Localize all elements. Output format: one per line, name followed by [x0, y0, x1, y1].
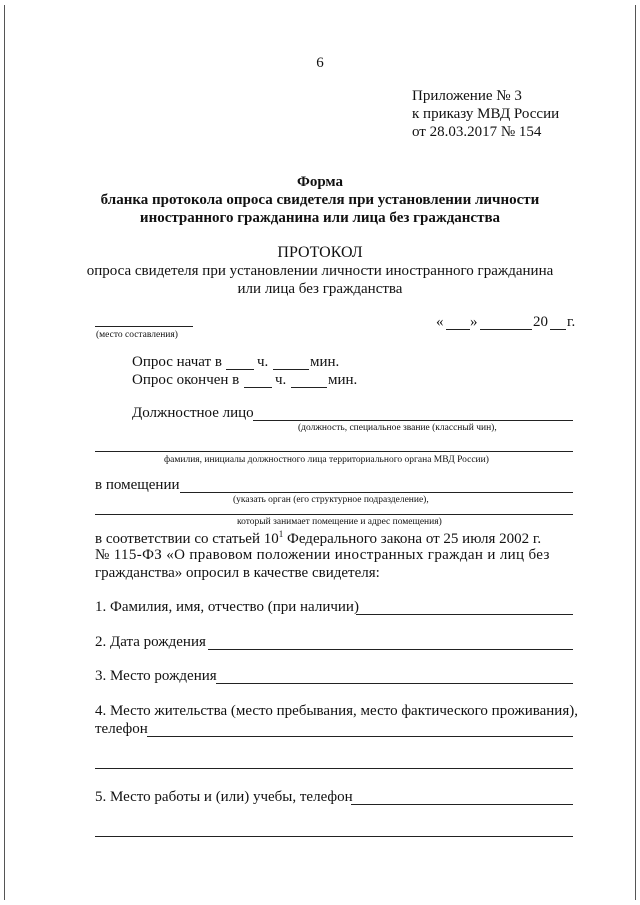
start-hour-suffix: ч.: [257, 354, 269, 370]
field-2-label: 2. Дата рождения: [95, 634, 206, 650]
start-min-suffix: мин.: [310, 354, 340, 370]
statement-line-3: гражданства» опросил в качестве свидетеля:: [95, 565, 380, 581]
official-field-2[interactable]: [95, 451, 573, 452]
end-hour-field[interactable]: [244, 387, 272, 388]
official-field-1[interactable]: [253, 420, 573, 421]
date-day-field[interactable]: [446, 329, 470, 330]
date-year-suffix: г.: [567, 314, 576, 330]
field-4-label-1: 4. Место жительства (место пребывания, место фактического проживания),: [95, 703, 578, 719]
statement-line-1a: в соответствии со статьей 10: [95, 531, 279, 547]
date-quote-open: «: [436, 314, 444, 330]
official-caption-2: фамилия, инициалы должностного лица территориального органа МВД России): [164, 455, 489, 465]
statement-line-2: № 115-ФЗ «О правовом положении иностранных граждан и лиц без: [95, 547, 550, 563]
date-year-field[interactable]: [550, 329, 566, 330]
date-month-field[interactable]: [480, 329, 532, 330]
field-1-label: 1. Фамилия, имя, отчество (при наличии): [95, 599, 359, 615]
date-quote-close: »: [470, 314, 478, 330]
appendix-line-3: от 28.03.2017 № 154: [412, 124, 542, 140]
protocol-sub-1: опроса свидетеля при установлении личности иностранного гражданина: [86, 263, 554, 279]
field-4-input-2[interactable]: [95, 768, 573, 769]
premises-field-1[interactable]: [180, 492, 573, 493]
statement-line-1b: Федерального закона от 25 июля 2002 г.: [283, 531, 542, 547]
form-subtitle-2: иностранного гражданина или лица без гражданства: [139, 210, 501, 226]
appendix-line-2: к приказу МВД России: [412, 106, 560, 122]
premises-caption-2: который занимает помещение и адрес помещения): [237, 517, 442, 527]
page-number: 6: [316, 55, 324, 71]
protocol-heading: ПРОТОКОЛ: [277, 244, 363, 261]
premises-label: в помещении: [95, 477, 180, 493]
place-caption: (место составления): [96, 330, 178, 340]
statement-sup: 1: [278, 529, 284, 539]
place-field-line[interactable]: [95, 326, 193, 327]
official-label: Должностное лицо: [132, 405, 254, 421]
field-3-label: 3. Место рождения: [95, 668, 217, 684]
end-label: Опрос окончен в: [132, 372, 240, 388]
end-hour-suffix: ч.: [275, 372, 287, 388]
start-hour-field[interactable]: [226, 369, 254, 370]
start-min-field[interactable]: [273, 369, 309, 370]
appendix-line-1: Приложение № 3: [412, 88, 522, 104]
start-label: Опрос начат в: [132, 354, 222, 370]
field-5-input-2[interactable]: [95, 836, 573, 837]
field-4-input-1[interactable]: [147, 736, 573, 737]
end-min-field[interactable]: [291, 387, 327, 388]
premises-caption-1: (указать орган (его структурное подразделение),: [233, 495, 429, 505]
protocol-sub-2: или лица без гражданства: [237, 281, 403, 297]
field-4-label-2: телефон: [95, 721, 148, 737]
field-2-input[interactable]: [208, 649, 573, 650]
field-5-label: 5. Место работы и (или) учебы, телефон: [95, 789, 353, 805]
end-min-suffix: мин.: [328, 372, 358, 388]
date-year-prefix: 20: [533, 314, 548, 330]
field-3-input[interactable]: [216, 683, 573, 684]
premises-field-2[interactable]: [95, 514, 573, 515]
field-5-input-1[interactable]: [351, 804, 573, 805]
form-title: Форма: [296, 174, 344, 190]
official-caption-1: (должность, специальное звание (классный чин),: [298, 423, 497, 433]
field-1-input[interactable]: [356, 614, 573, 615]
form-subtitle-1: бланка протокола опроса свидетеля при установлении личности: [100, 192, 540, 208]
statement-line-1: [95, 529, 541, 548]
